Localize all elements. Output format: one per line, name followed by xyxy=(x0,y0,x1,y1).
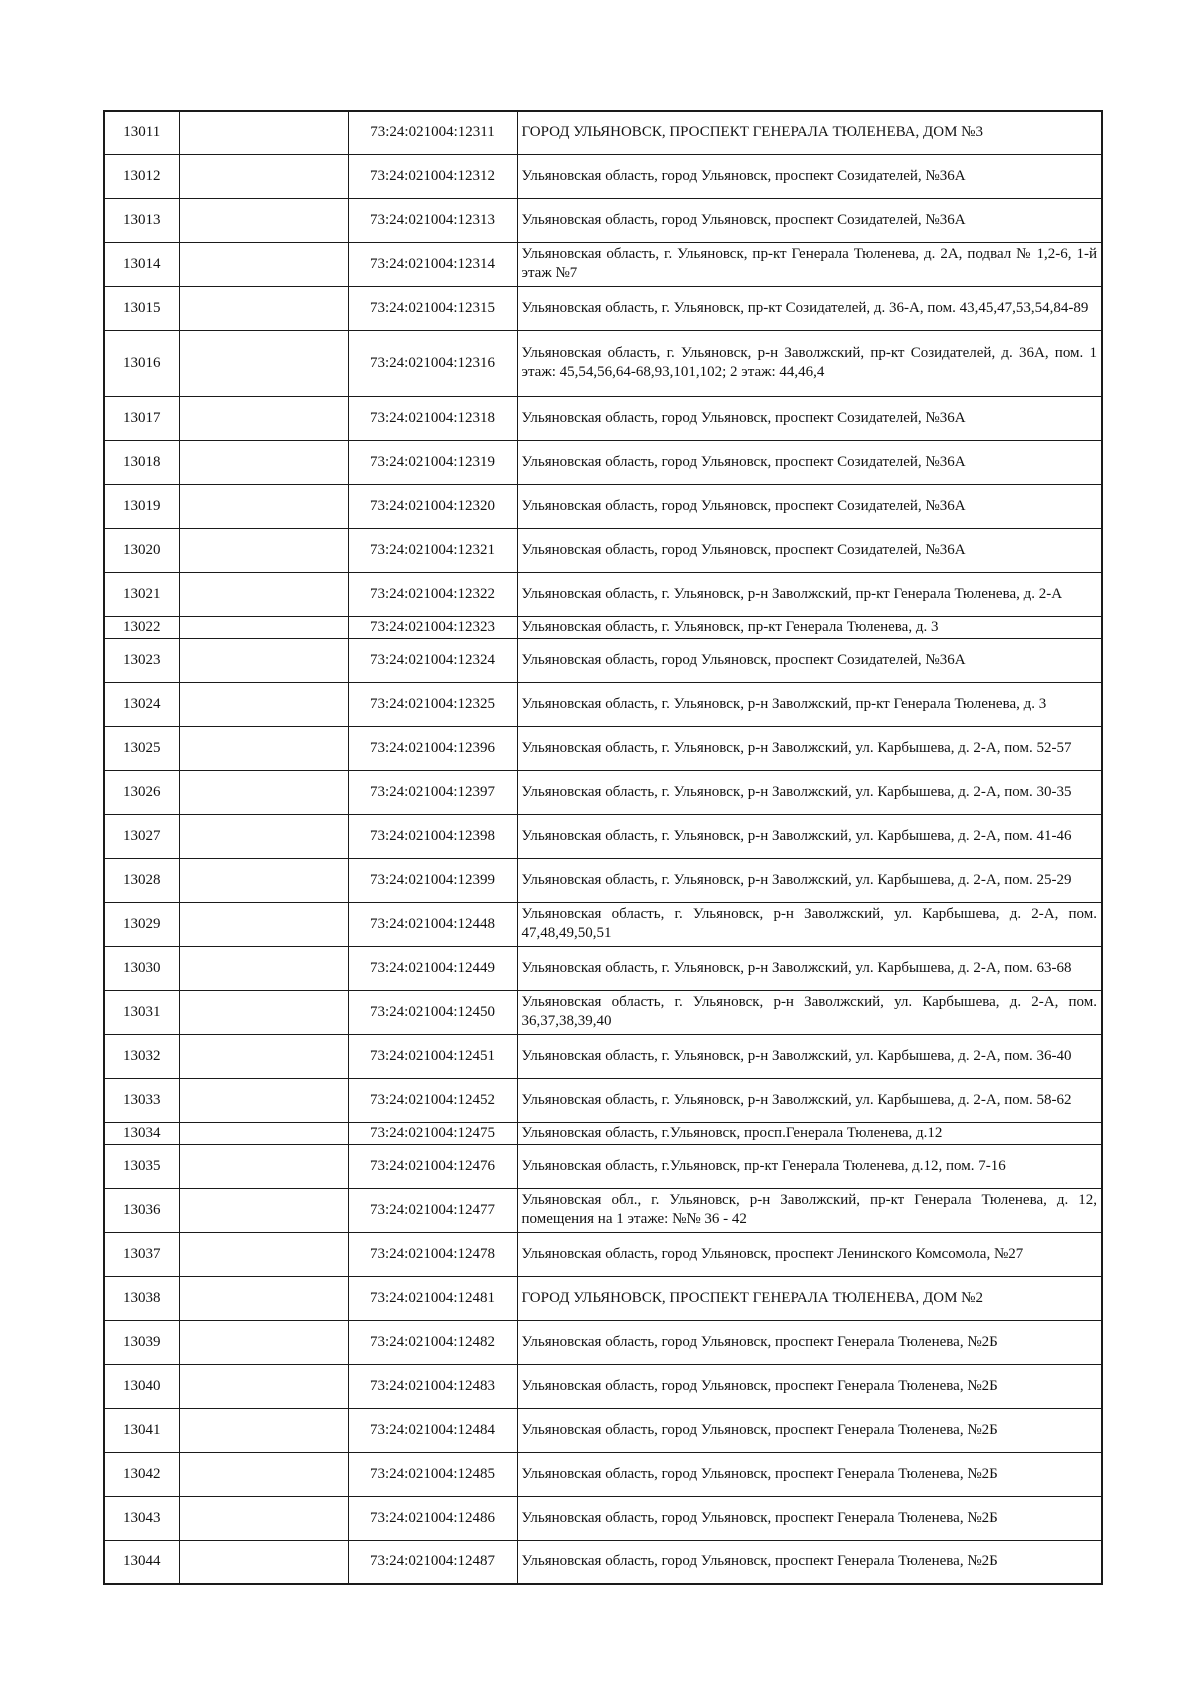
row-number-cell: 13032 xyxy=(104,1034,179,1078)
table-row xyxy=(104,946,1102,990)
table-row xyxy=(104,1320,1102,1364)
cadastral-number-cell: 73:24:021004:12449 xyxy=(348,946,517,990)
blank-cell xyxy=(179,990,348,1034)
row-number-cell: 13044 xyxy=(104,1540,179,1584)
address-cell: Ульяновская область, город Ульяновск, проспект Созидателей, №36А xyxy=(517,638,1102,682)
blank-cell xyxy=(179,1408,348,1452)
blank-cell xyxy=(179,198,348,242)
table-row xyxy=(104,1496,1102,1540)
row-number-cell: 13019 xyxy=(104,484,179,528)
row-number-cell: 13038 xyxy=(104,1276,179,1320)
address-cell: Ульяновская область, г. Ульяновск, р-н Заволжский, ул. Карбышева, д. 2-А, пом. 25-29 xyxy=(517,858,1102,902)
blank-cell xyxy=(179,1232,348,1276)
blank-cell xyxy=(179,770,348,814)
table-row xyxy=(104,990,1102,1034)
address-cell: Ульяновская область, г. Ульяновск, р-н Заволжский, ул. Карбышева, д. 2-А, пом. 30-35 xyxy=(517,770,1102,814)
table-row xyxy=(104,902,1102,946)
address-cell: ГОРОД УЛЬЯНОВСК, ПРОСПЕКТ ГЕНЕРАЛА ТЮЛЕНЕВА, ДОМ №2 xyxy=(517,1276,1102,1320)
blank-cell xyxy=(179,1452,348,1496)
address-cell: Ульяновская область, город Ульяновск, проспект Генерала Тюленева, №2Б xyxy=(517,1496,1102,1540)
table-row xyxy=(104,440,1102,484)
row-number-cell: 13029 xyxy=(104,902,179,946)
row-number-cell: 13012 xyxy=(104,154,179,198)
cadastral-number-cell: 73:24:021004:12487 xyxy=(348,1540,517,1584)
blank-cell xyxy=(179,1496,348,1540)
blank-cell xyxy=(179,814,348,858)
cadastral-number-cell: 73:24:021004:12450 xyxy=(348,990,517,1034)
address-cell: Ульяновская область, город Ульяновск, проспект Созидателей, №36А xyxy=(517,396,1102,440)
table-row xyxy=(104,111,1102,154)
cadastral-number-cell: 73:24:021004:12448 xyxy=(348,902,517,946)
cadastral-number-cell: 73:24:021004:12481 xyxy=(348,1276,517,1320)
table-row xyxy=(104,330,1102,396)
row-number-cell: 13028 xyxy=(104,858,179,902)
cadastral-number-cell: 73:24:021004:12451 xyxy=(348,1034,517,1078)
cadastral-number-cell: 73:24:021004:12452 xyxy=(348,1078,517,1122)
blank-cell xyxy=(179,154,348,198)
blank-cell xyxy=(179,1276,348,1320)
row-number-cell: 13013 xyxy=(104,198,179,242)
address-cell: Ульяновская область, город Ульяновск, проспект Генерала Тюленева, №2Б xyxy=(517,1408,1102,1452)
row-number-cell: 13040 xyxy=(104,1364,179,1408)
address-cell: Ульяновская область, г. Ульяновск, р-н Заволжский, ул. Карбышева, д. 2-А, пом. 52-57 xyxy=(517,726,1102,770)
cadastral-number-cell: 73:24:021004:12486 xyxy=(348,1496,517,1540)
table-row xyxy=(104,1452,1102,1496)
table-row xyxy=(104,1364,1102,1408)
row-number-cell: 13021 xyxy=(104,572,179,616)
table-row xyxy=(104,858,1102,902)
blank-cell xyxy=(179,572,348,616)
blank-cell xyxy=(179,396,348,440)
cadastral-number-cell: 73:24:021004:12398 xyxy=(348,814,517,858)
cadastral-number-cell: 73:24:021004:12483 xyxy=(348,1364,517,1408)
row-number-cell: 13011 xyxy=(104,111,179,154)
cadastral-number-cell: 73:24:021004:12311 xyxy=(348,111,517,154)
row-number-cell: 13031 xyxy=(104,990,179,1034)
row-number-cell: 13042 xyxy=(104,1452,179,1496)
row-number-cell: 13020 xyxy=(104,528,179,572)
table-row xyxy=(104,1034,1102,1078)
row-number-cell: 13030 xyxy=(104,946,179,990)
cadastral-number-cell: 73:24:021004:12477 xyxy=(348,1188,517,1232)
row-number-cell: 13015 xyxy=(104,286,179,330)
blank-cell xyxy=(179,946,348,990)
row-number-cell: 13043 xyxy=(104,1496,179,1540)
cadastral-number-cell: 73:24:021004:12399 xyxy=(348,858,517,902)
cadastral-number-cell: 73:24:021004:12314 xyxy=(348,242,517,286)
cadastral-number-cell: 73:24:021004:12319 xyxy=(348,440,517,484)
row-number-cell: 13034 xyxy=(104,1122,179,1144)
cadastral-number-cell: 73:24:021004:12320 xyxy=(348,484,517,528)
cadastral-number-cell: 73:24:021004:12482 xyxy=(348,1320,517,1364)
blank-cell xyxy=(179,1364,348,1408)
row-number-cell: 13027 xyxy=(104,814,179,858)
blank-cell xyxy=(179,1034,348,1078)
address-cell: Ульяновская область, город Ульяновск, проспект Созидателей, №36А xyxy=(517,154,1102,198)
blank-cell xyxy=(179,1320,348,1364)
blank-cell xyxy=(179,242,348,286)
address-cell: Ульяновская область, г. Ульяновск, р-н Заволжский, пр-кт Генерала Тюленева, д. 2-А xyxy=(517,572,1102,616)
address-cell: Ульяновская область, г. Ульяновск, пр-кт Созидателей, д. 36-А, пом. 43,45,47,53,54,84-89 xyxy=(517,286,1102,330)
cadastral-number-cell: 73:24:021004:12322 xyxy=(348,572,517,616)
cadastral-number-cell: 73:24:021004:12397 xyxy=(348,770,517,814)
address-cell: Ульяновская область, г.Ульяновск, просп.Генерала Тюленева, д.12 xyxy=(517,1122,1102,1144)
table-row xyxy=(104,198,1102,242)
table-row xyxy=(104,1122,1102,1144)
address-cell: Ульяновская обл., г. Ульяновск, р-н Заволжский, пр-кт Генерала Тюленева, д. 12, помещения на 1 этаже: №№ 36 - 42 xyxy=(517,1188,1102,1232)
blank-cell xyxy=(179,484,348,528)
table-row xyxy=(104,1408,1102,1452)
cadastral-number-cell: 73:24:021004:12396 xyxy=(348,726,517,770)
address-cell: ГОРОД УЛЬЯНОВСК, ПРОСПЕКТ ГЕНЕРАЛА ТЮЛЕНЕВА, ДОМ №3 xyxy=(517,111,1102,154)
cadastral-number-cell: 73:24:021004:12316 xyxy=(348,330,517,396)
address-cell: Ульяновская область, г. Ульяновск, р-н Заволжский, ул. Карбышева, д. 2-А, пом. 41-46 xyxy=(517,814,1102,858)
table-row xyxy=(104,1188,1102,1232)
blank-cell xyxy=(179,111,348,154)
row-number-cell: 13018 xyxy=(104,440,179,484)
table-row xyxy=(104,1276,1102,1320)
table-row xyxy=(104,528,1102,572)
table-row xyxy=(104,396,1102,440)
row-number-cell: 13035 xyxy=(104,1144,179,1188)
row-number-cell: 13023 xyxy=(104,638,179,682)
cadastral-number-cell: 73:24:021004:12323 xyxy=(348,616,517,638)
row-number-cell: 13022 xyxy=(104,616,179,638)
cadastral-number-cell: 73:24:021004:12315 xyxy=(348,286,517,330)
row-number-cell: 13014 xyxy=(104,242,179,286)
blank-cell xyxy=(179,682,348,726)
registry-table-body xyxy=(104,111,1102,1584)
address-cell: Ульяновская область, г. Ульяновск, р-н Заволжский, ул. Карбышева, д. 2-А, пом. 36-40 xyxy=(517,1034,1102,1078)
address-cell: Ульяновская область, г. Ульяновск, р-н Заволжский, ул. Карбышева, д. 2-А, пом. 63-68 xyxy=(517,946,1102,990)
cadastral-number-cell: 73:24:021004:12324 xyxy=(348,638,517,682)
cadastral-number-cell: 73:24:021004:12313 xyxy=(348,198,517,242)
address-cell: Ульяновская область, г. Ульяновск, пр-кт Генерала Тюленева, д. 2А, подвал № 1,2-6, 1-й этаж №7 xyxy=(517,242,1102,286)
table-row xyxy=(104,1078,1102,1122)
address-cell: Ульяновская область, г. Ульяновск, р-н Заволжский, пр-кт Генерала Тюленева, д. 3 xyxy=(517,682,1102,726)
row-number-cell: 13041 xyxy=(104,1408,179,1452)
table-row xyxy=(104,616,1102,638)
blank-cell xyxy=(179,1078,348,1122)
table-row xyxy=(104,484,1102,528)
address-cell: Ульяновская область, город Ульяновск, проспект Генерала Тюленева, №2Б xyxy=(517,1364,1102,1408)
cadastral-registry-table xyxy=(103,110,1103,1585)
cadastral-number-cell: 73:24:021004:12484 xyxy=(348,1408,517,1452)
table-row xyxy=(104,154,1102,198)
blank-cell xyxy=(179,440,348,484)
blank-cell xyxy=(179,330,348,396)
row-number-cell: 13016 xyxy=(104,330,179,396)
cadastral-number-cell: 73:24:021004:12318 xyxy=(348,396,517,440)
table-row xyxy=(104,1540,1102,1584)
table-row xyxy=(104,638,1102,682)
cadastral-number-cell: 73:24:021004:12485 xyxy=(348,1452,517,1496)
blank-cell xyxy=(179,1188,348,1232)
row-number-cell: 13017 xyxy=(104,396,179,440)
row-number-cell: 13037 xyxy=(104,1232,179,1276)
row-number-cell: 13033 xyxy=(104,1078,179,1122)
cadastral-number-cell: 73:24:021004:12475 xyxy=(348,1122,517,1144)
row-number-cell: 13036 xyxy=(104,1188,179,1232)
row-number-cell: 13025 xyxy=(104,726,179,770)
address-cell: Ульяновская область, город Ульяновск, проспект Генерала Тюленева, №2Б xyxy=(517,1540,1102,1584)
address-cell: Ульяновская область, город Ульяновск, проспект Созидателей, №36А xyxy=(517,484,1102,528)
address-cell: Ульяновская область, город Ульяновск, проспект Генерала Тюленева, №2Б xyxy=(517,1452,1102,1496)
table-row xyxy=(104,726,1102,770)
address-cell: Ульяновская область, г. Ульяновск, р-н Заволжский, ул. Карбышева, д. 2-А, пом. 47,48,49,50,51 xyxy=(517,902,1102,946)
blank-cell xyxy=(179,1144,348,1188)
cadastral-number-cell: 73:24:021004:12478 xyxy=(348,1232,517,1276)
blank-cell xyxy=(179,1122,348,1144)
address-cell: Ульяновская область, город Ульяновск, проспект Созидателей, №36А xyxy=(517,198,1102,242)
row-number-cell: 13024 xyxy=(104,682,179,726)
address-cell: Ульяновская область, город Ульяновск, проспект Созидателей, №36А xyxy=(517,528,1102,572)
blank-cell xyxy=(179,858,348,902)
address-cell: Ульяновская область, г. Ульяновск, р-н Заволжский, ул. Карбышева, д. 2-А, пом. 58-62 xyxy=(517,1078,1102,1122)
blank-cell xyxy=(179,902,348,946)
cadastral-number-cell: 73:24:021004:12476 xyxy=(348,1144,517,1188)
address-cell: Ульяновская область, город Ульяновск, проспект Генерала Тюленева, №2Б xyxy=(517,1320,1102,1364)
address-cell: Ульяновская область, город Ульяновск, проспект Созидателей, №36А xyxy=(517,440,1102,484)
blank-cell xyxy=(179,1540,348,1584)
blank-cell xyxy=(179,638,348,682)
address-cell: Ульяновская область, г.Ульяновск, пр-кт Генерала Тюленева, д.12, пом. 7-16 xyxy=(517,1144,1102,1188)
table-row xyxy=(104,682,1102,726)
table-row xyxy=(104,1232,1102,1276)
blank-cell xyxy=(179,286,348,330)
table-row xyxy=(104,242,1102,286)
blank-cell xyxy=(179,726,348,770)
row-number-cell: 13026 xyxy=(104,770,179,814)
table-row xyxy=(104,814,1102,858)
cadastral-number-cell: 73:24:021004:12312 xyxy=(348,154,517,198)
cadastral-number-cell: 73:24:021004:12321 xyxy=(348,528,517,572)
address-cell: Ульяновская область, г. Ульяновск, р-н Заволжский, пр-кт Созидателей, д. 36А, пом. 1 этаж: 45,54,56,64-68,93,101,102; 2 этаж: 44,46,4 xyxy=(517,330,1102,396)
table-row xyxy=(104,572,1102,616)
blank-cell xyxy=(179,616,348,638)
table-row xyxy=(104,770,1102,814)
address-cell: Ульяновская область, город Ульяновск, проспект Ленинского Комсомола, №27 xyxy=(517,1232,1102,1276)
table-row xyxy=(104,1144,1102,1188)
cadastral-number-cell: 73:24:021004:12325 xyxy=(348,682,517,726)
address-cell: Ульяновская область, г. Ульяновск, р-н Заволжский, ул. Карбышева, д. 2-А, пом. 36,37,38,39,40 xyxy=(517,990,1102,1034)
blank-cell xyxy=(179,528,348,572)
row-number-cell: 13039 xyxy=(104,1320,179,1364)
address-cell: Ульяновская область, г. Ульяновск, пр-кт Генерала Тюленева, д. 3 xyxy=(517,616,1102,638)
table-row xyxy=(104,286,1102,330)
